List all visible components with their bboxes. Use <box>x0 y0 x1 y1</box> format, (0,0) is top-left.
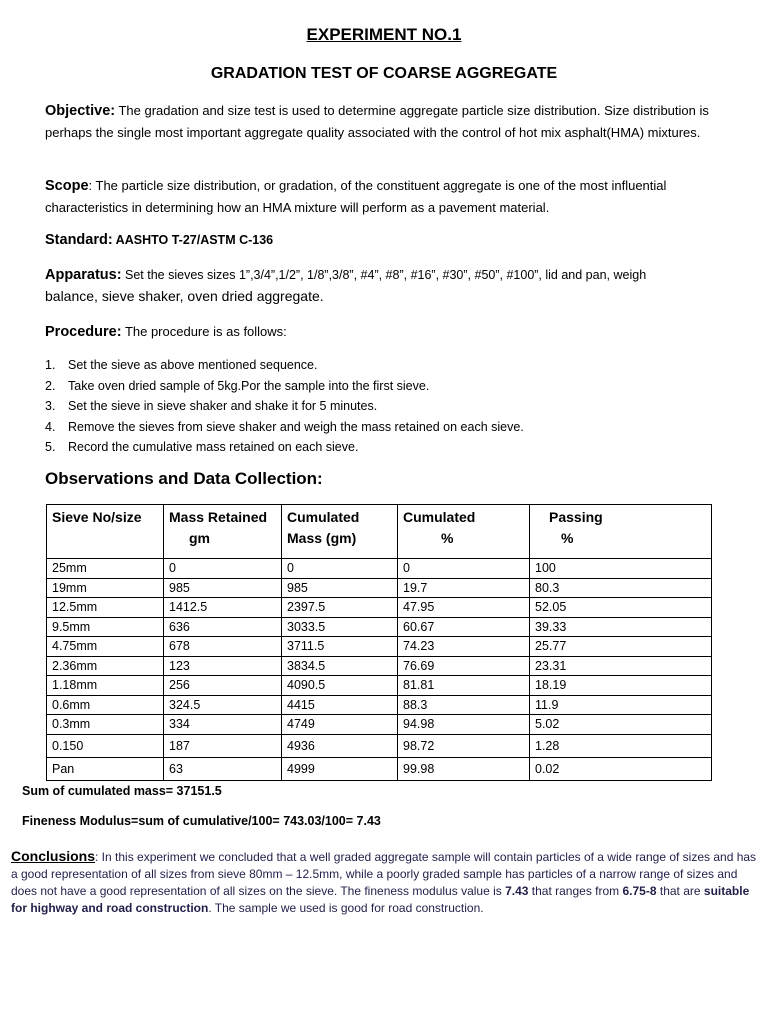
conclusions-fm-value: 7.43 <box>505 884 529 898</box>
objective-section <box>45 100 725 143</box>
table-row: 19mm 985 985 19.7 80.3 <box>47 578 712 598</box>
apparatus-text-a: Set the sieves sizes 1”,3/4”,1/2”, 1/8”,3/8”, #4”, #8”, #16”, #30”, #50”, #100”, lid and pan, weigh <box>121 268 647 282</box>
table-row: 2.36mm 123 3834.5 76.69 23.31 <box>47 656 712 676</box>
conclusions-text-4: . The sample we used is good for road construction. <box>208 901 484 915</box>
header-passing: Passing % <box>530 505 712 559</box>
procedure-section <box>45 321 725 343</box>
header-cumulated-percent: Cumulated % <box>398 505 530 559</box>
header-mass-retained: Mass Retained gm <box>164 505 282 559</box>
header-cumulated-mass: Cumulated Mass (gm) <box>282 505 398 559</box>
scope-text: : The particle size distribution, or gradation, of the constituent aggregate is one of the most influential characteristics in determining how an HMA mixture will perform as a pavement material. <box>45 178 667 215</box>
table-header-row <box>47 505 712 559</box>
table-row: 1.18mm 256 4090.5 81.81 18.19 <box>47 676 712 696</box>
conclusions-text-3: that are <box>656 884 704 898</box>
page-title: EXPERIMENT NO.1 <box>306 25 462 44</box>
procedure-steps <box>45 355 735 458</box>
objective-label: Objective: <box>45 103 116 119</box>
objective-text: The gradation and size test is used to determine aggregate particle size distribution. Size distribution is perhaps the single most important aggregate quality associated with the control of hot mix asphalt(HMA) mixtures. <box>45 103 709 140</box>
sieve-data-table <box>46 504 712 781</box>
table-row: 0.150 187 4936 98.72 1.28 <box>47 734 712 757</box>
scope-section <box>45 175 725 218</box>
table-row: Pan 63 4999 99.98 0.02 <box>47 757 712 780</box>
observations-heading: Observations and Data Collection: <box>45 469 323 488</box>
conclusions-text-2: that ranges from <box>528 884 623 898</box>
procedure-label: Procedure: <box>45 324 122 340</box>
conclusions-section <box>11 848 766 917</box>
conclusions-range: 6.75-8 <box>622 884 657 898</box>
apparatus-text-b: balance, sieve shaker, oven dried aggregate. <box>45 288 324 304</box>
procedure-step: 5. Record the cumulative mass retained on each sieve. <box>45 440 359 454</box>
table-row: 4.75mm 678 3711.5 74.23 25.77 <box>47 637 712 657</box>
standard-text: AASHTO T-27/ASTM C-136 <box>112 233 274 247</box>
page-subtitle: GRADATION TEST OF COARSE AGGREGATE <box>210 65 558 82</box>
procedure-step: 3. Set the sieve in sieve shaker and shake it for 5 minutes. <box>45 399 378 413</box>
conclusions-text-1: : In this experiment we concluded that a well graded aggregate sample will contain particles of a wide range of sizes and has a good representation of all sizes from sieve 80mm – 12.5mm, while a poorly graded sample has particles of a narrow range of sizes and does not have a good representation of all sizes on the sieve. The fineness modulus value is <box>11 850 757 898</box>
apparatus-section <box>45 264 745 307</box>
procedure-step: 4. Remove the sieves from sieve shaker and weigh the mass retained on each sieve. <box>45 419 524 434</box>
apparatus-label: Apparatus: <box>45 267 122 283</box>
scope-label: Scope <box>45 178 89 194</box>
conclusions-suitability: suitable for highway and road construction <box>11 884 750 915</box>
sum-cumulated-mass: Sum of cumulated mass= 37151.5 <box>22 784 222 798</box>
table-row: 0.6mm 324.5 4415 88.3 11.9 <box>47 695 712 715</box>
table-row: 9.5mm 636 3033.5 60.67 39.33 <box>47 617 712 637</box>
table-row: 12.5mm 1412.5 2397.5 47.95 52.05 <box>47 598 712 618</box>
procedure-intro: The procedure is as follows: <box>121 324 287 339</box>
table-row: 25mm 0 0 0 100 <box>47 559 712 579</box>
table-row: 0.3mm 334 4749 94.98 5.02 <box>47 715 712 735</box>
procedure-step: 2. Take oven dried sample of 5kg.Por the sample into the first sieve. <box>45 378 430 393</box>
procedure-step: 1. Set the sieve as above mentioned sequence. <box>45 358 318 372</box>
standard-section <box>45 229 725 251</box>
conclusions-label: Conclusions <box>11 848 96 864</box>
standard-label: Standard: <box>45 232 113 248</box>
header-sieve: Sieve No/size <box>47 505 164 559</box>
fineness-modulus: Fineness Modulus=sum of cumulative/100= 743.03/100= 7.43 <box>22 814 381 828</box>
